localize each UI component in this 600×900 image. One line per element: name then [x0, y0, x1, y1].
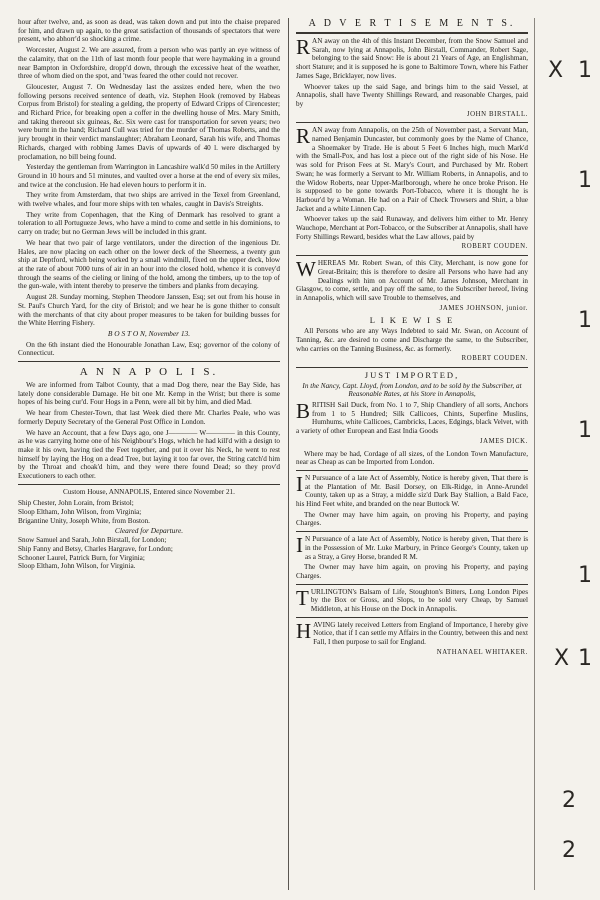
drop-cap: W [296, 257, 316, 282]
ad-text: Whoever takes up the said Runaway, and delivers him either to Mr. Henry Wauchope, Merchant at Port-Tobacco, or the Subscriber at Annapolis, shall have Forty Shillings Reward, besides what the Law allows, paid by [296, 215, 528, 241]
ad-text: URLINGTON's Balsam of Life, Stoughton's Bitters, Long London Pipes by the Box or Gross, and Slops, to be sold very Cheap, by Samuel Middleton, at his House on the Dock in Annapolis. [310, 587, 528, 614]
ad-rule [296, 470, 528, 471]
ad-text: N Pursuance of a late Act of Assembly, Notice is hereby given, That there is at the Plantation of Mr. Basil Dorsey, on Elk-Ridge, in Anne-Arundel County, taken up as a Stray, a middle siz'd Dark Bay Stallion, a Bald Face, his Hind Feet white, and branded on the near Buttock W. [296, 473, 528, 509]
imported-heading: JUST IMPORTED, [364, 369, 460, 380]
ship-cleared: Sloop Eltham, John Wilson, for Virginia. [18, 562, 136, 571]
left-column [18, 18, 280, 892]
ad-text: Whoever takes up the said Sage, and brings him to the said Vessel, at Annapolis, shall have Twenty Shillings Reward, and reasonable Charges, paid by [296, 82, 528, 108]
news-paragraph: They write from Amsterdam, that two ships are arrived in the Texel from Greenland, with twelve whales, and four more ships with ten whales, caught in Davis's Streights. [18, 191, 280, 209]
ad-text: AVING lately received Letters from England of Importance, I hereby give Notice, that if I can settle my Affairs in the Country, between this and next Fall, I then purpose to sail for England. [313, 620, 528, 647]
section-rule [18, 361, 280, 362]
drop-cap: R [296, 35, 311, 59]
section-rule [18, 484, 280, 485]
news-paragraph: We have an Account, that a few Days ago, one J———— W———— in this County, as he was carrying home one of his Neighbour's Hogs, which he had kill'd with a design to make it his own, having tied the Feet together, and put it over his Neck, he went to rest himself by laying the Hog on a dead Tree, but laying it too far over, the String catch'd him by the Throat and choak'd him, and they were there found Dead; so they prov'd Executioners to each other. [18, 428, 280, 481]
handwritten-mark: 2 [562, 838, 576, 863]
ad-text: HEREAS Mr. Robert Swan, of this City, Merchant, is now gone for Great-Britain; this is therefore to desire all Persons who have had any Dealings with him on Account of Mr. James Johnson, Merchant in Glasgow, to come, settle, and pay off the same, to the Subscriber hereof, living in Annapolis, which will save Trouble to themselves, and [296, 259, 528, 302]
news-paragraph: On the 6th instant died the Honourable Jonathan Law, Esq; governor of the colony of Connecticut. [18, 340, 280, 358]
ad-rule [296, 584, 528, 585]
news-paragraph: We hear that two pair of large ventilators, under the direction of the ingenious Dr. Hales, are now placing on each other on the lower deck of the Sheerness, a twenty gun ship at Deptford, which being worked by a small windmill, fixed on the upper deck, blow at the rate of about 7000 tuns of air in an hour into the closed hold, whence it is convey'd through the seams of the cieling or lining of the hold, among the timbers, up to the top of the gun-wale, with intent thereby to preserve the timbers and planks from decaying. [18, 238, 280, 291]
margin-divider [534, 18, 535, 890]
ad-signature: JAMES DICK. [479, 437, 528, 445]
ad-text: All Persons who are any Ways Indebted to said Mr. Swan, on Account of Tanning, &c. are desired to come and Discharge the same, to the Subscriber, who carries on the Tanning Business, &c. as formerly. [296, 327, 528, 353]
drop-cap: H [296, 618, 312, 643]
news-paragraph: Yesterday the gentleman from Warrington in Lancashire walk'd 50 miles in the Artillery Ground in 10 hours and 51 minutes, and vaulted over a horse at the end of every six miles, and twice at the conclusion. He had eleven hours to perform it in. [18, 163, 280, 189]
margin-marks [540, 18, 600, 898]
ad-text: AN away on the 4th of this Instant December, from the Snow Samuel and Sarah, now lying at Annapolis, John Birstall, Commander, Robert Sage, belonging to the said Snow: He is about 21 Years of Age, an Englishman, short Stature; and it is supposed he is gone to Baltimore Town, where his Father James Sage, Bricklayer, now lives. [296, 37, 528, 80]
advertisement [296, 471, 528, 528]
ad-signature: ROBERT COUDEN. [461, 243, 528, 251]
ad-rule [296, 617, 528, 618]
advertisements-title: A D V E R T I S E M E N T S. [308, 18, 516, 29]
handwritten-mark: 1 [578, 646, 592, 671]
news-paragraph: Worcester, August 2. We are assured, from a person who was partly an eye witness of the calamity, that on the 11th of last month four people that were haymaking in a ground near Bampton in Oxfordshire, dropp'd down, through the excessive heat of the weather, three of whom died on the spot, and 'twas feared the other could not recover. [18, 46, 280, 81]
ship-cleared: Schooner Laurel, Patrick Burn, for Virginia; [18, 553, 145, 562]
right-column [296, 18, 528, 892]
advertisement [296, 535, 528, 581]
ad-text: N Pursuance of a late Act of Assembly, Notice is hereby given, That there is in the Possession of Mr. Luke Marbury, in Prince George's County, taken up as a Stray, a Grey Horse, branded R M. [305, 535, 528, 561]
ship-entry: Brigantine Unity, Joseph White, from Boston. [18, 516, 150, 525]
ad-signature: NATHANAEL WHITAKER. [436, 648, 528, 656]
ship-cleared: Ship Fanny and Betsy, Charles Hargrave, for London; [18, 544, 173, 553]
ad-text: RITISH Sail Duck, from No. 1 to 7, Ship Chandlery of all sorts, Anchors from 1 to 5 Hundred; Silk Callicoes, Chints, Superfine Muslins, Humhums, white Callicoes, Cambricks, Laces, Edgings, black Velvet, with a variety of other European and East India Goods [296, 401, 528, 436]
likewise-heading: L I K E W I S E [369, 315, 455, 326]
handwritten-mark: 1 [578, 308, 592, 333]
news-paragraph: They write from Copenhagen, that the King of Denmark has resolved to grant a toleration to all Portugueze Jews, who have a mind to come and settle in his dominions, to carry on trade; but no German Jews will be included in this grant. [18, 210, 280, 237]
advertisement [296, 618, 528, 658]
ad-text: AN away from Annapolis, on the 25th of November past, a Servant Man, named Benjamin Duncaster, but commonly goes by the Name of Chance, a Shoemaker by Trade. He is about 5 Feet 6 Inches high, much Mark'd with the Small-Pox, and has lost a piece out of the right side of his Nose. He was sold for Prison Fees at St. Mary's Court, and Purchased by Mr. Robert Swan; he was formerly a Servant to Mr. William Roberts, in Annapolis, and to the Widow Roberts, near Upper-Marlborough, where he once broke Prison. He is supposed to be gone towards Port-Tobacco, where it is thought he is Harbour'd by a Woman. He had on a Pair of Check Trowsers and Shirt, a blue Jacket and a white Linnen Cap. [296, 126, 528, 213]
drop-cap: R [296, 124, 311, 149]
column-divider [288, 18, 289, 890]
ad-rule [296, 367, 528, 368]
handwritten-mark: 1 [578, 563, 592, 588]
handwritten-mark: 1 [578, 58, 592, 83]
boston-dateline: B O S T O N, November 13. [107, 328, 191, 338]
news-paragraph: hour after twelve, and, as soon as dead, was taken down and put into the chaise prepared for him, and drawn up again, to the great satisfaction of thousands of spectators that were present, who abhorr'd so shocking a crime. [18, 18, 280, 44]
ad-text: Where may be had, Cordage of all sizes, of the London Town Manufacture, near as Cheap as can be Imported from London. [296, 449, 528, 467]
ship-cleared: Snow Samuel and Sarah, John Birstall, for London; [18, 536, 167, 545]
ad-rule [296, 531, 528, 532]
drop-cap: T [296, 585, 309, 610]
advertisement [296, 585, 528, 614]
drop-cap: B [296, 399, 311, 424]
ad-rule [296, 255, 528, 256]
advertisement [296, 37, 528, 119]
handwritten-mark: 1 [578, 418, 592, 443]
ad-text: The Owner may have him again, on proving his Property, and paying Charges. [296, 563, 528, 580]
ad-rule [296, 122, 528, 123]
ad-signature: JOHN BIRSTALL. [466, 110, 528, 118]
news-paragraph: We are informed from Talbot County, that a mad Dog there, near the Bay Side, has lately done considerable Damage. He bit one Mr. Kemp in the Wrist; but there is some hopes of his being cur'd. Four Hogs in a Penn, were all bit by him, and died Mad. [18, 381, 280, 407]
advertisement [296, 371, 528, 467]
ad-signature: JAMES JOHNSON, junior. [439, 304, 528, 312]
drop-cap: I [296, 471, 303, 496]
ad-text: The Owner may have him again, on proving his Property, and paying Charges. [296, 510, 528, 528]
title-rule [296, 32, 528, 34]
advertisement [296, 126, 528, 252]
news-paragraph: Gloucester, August 7. On Wednesday last the assizes ended here, when the two following persons received sentence of death, viz. Stephen Hook (removed by Habeas Corpus from Bristol) for stealing a gelding, the property of Edward Cripps of Cirencester; and Richard Price, for breaking open a coffer in the dwelling house of Mrs. Mary Smith, and taking thereout six guineas, &c. Six were cast for transportation for seven years; two were burnt in the hand; Richard Cull was tried for the murder of Thomas Roberts, and the jury brought in their verdict manslaughter; Abraham Leonard, Sarah his wife, and Thomas Richards, charged with robbing James Davis of upwards of 40 l. were discharged by proclamation, no bill being found. [18, 82, 280, 161]
imported-subheading: In the Nancy, Capt. Lloyd, from London, and to be sold by the Subscriber, at Reasonable Rates, at his Store in Annapolis, [302, 381, 522, 399]
handwritten-mark: X [554, 646, 570, 671]
ad-signature: ROBERT COUDEN. [461, 355, 528, 363]
ship-entry: Ship Chester, John Lorain, from Bristol; [18, 499, 134, 508]
drop-cap: I [296, 533, 303, 558]
news-paragraph: We hear from Chester-Town, that last Week died there Mr. Charles Peale, who was formerly Deputy Secretary of the General Post Office in London. [18, 409, 280, 426]
annapolis-heading: A N N A P O L I S. [79, 366, 219, 379]
handwritten-mark: X [548, 58, 564, 83]
news-paragraph: August 28. Sunday morning, Stephen Theodore Janssen, Esq; set out from his house in St. Paul's Church Yard, for the city of Bristol; and we hear he is gone thither to consult with the merchants of that city about proper measures to be taken for building busses for the White Herring Fishery. [18, 293, 280, 328]
custom-house-heading: Custom House, ANNAPOLIS, Entered since November 21. [63, 487, 235, 496]
handwritten-mark: 1 [578, 168, 592, 193]
ship-entry: Sloop Eltham, John Wilson, from Virginia; [18, 508, 142, 517]
handwritten-mark: 2 [562, 788, 576, 813]
cleared-heading: Cleared for Departure. [114, 525, 184, 535]
advertisement [296, 259, 528, 364]
